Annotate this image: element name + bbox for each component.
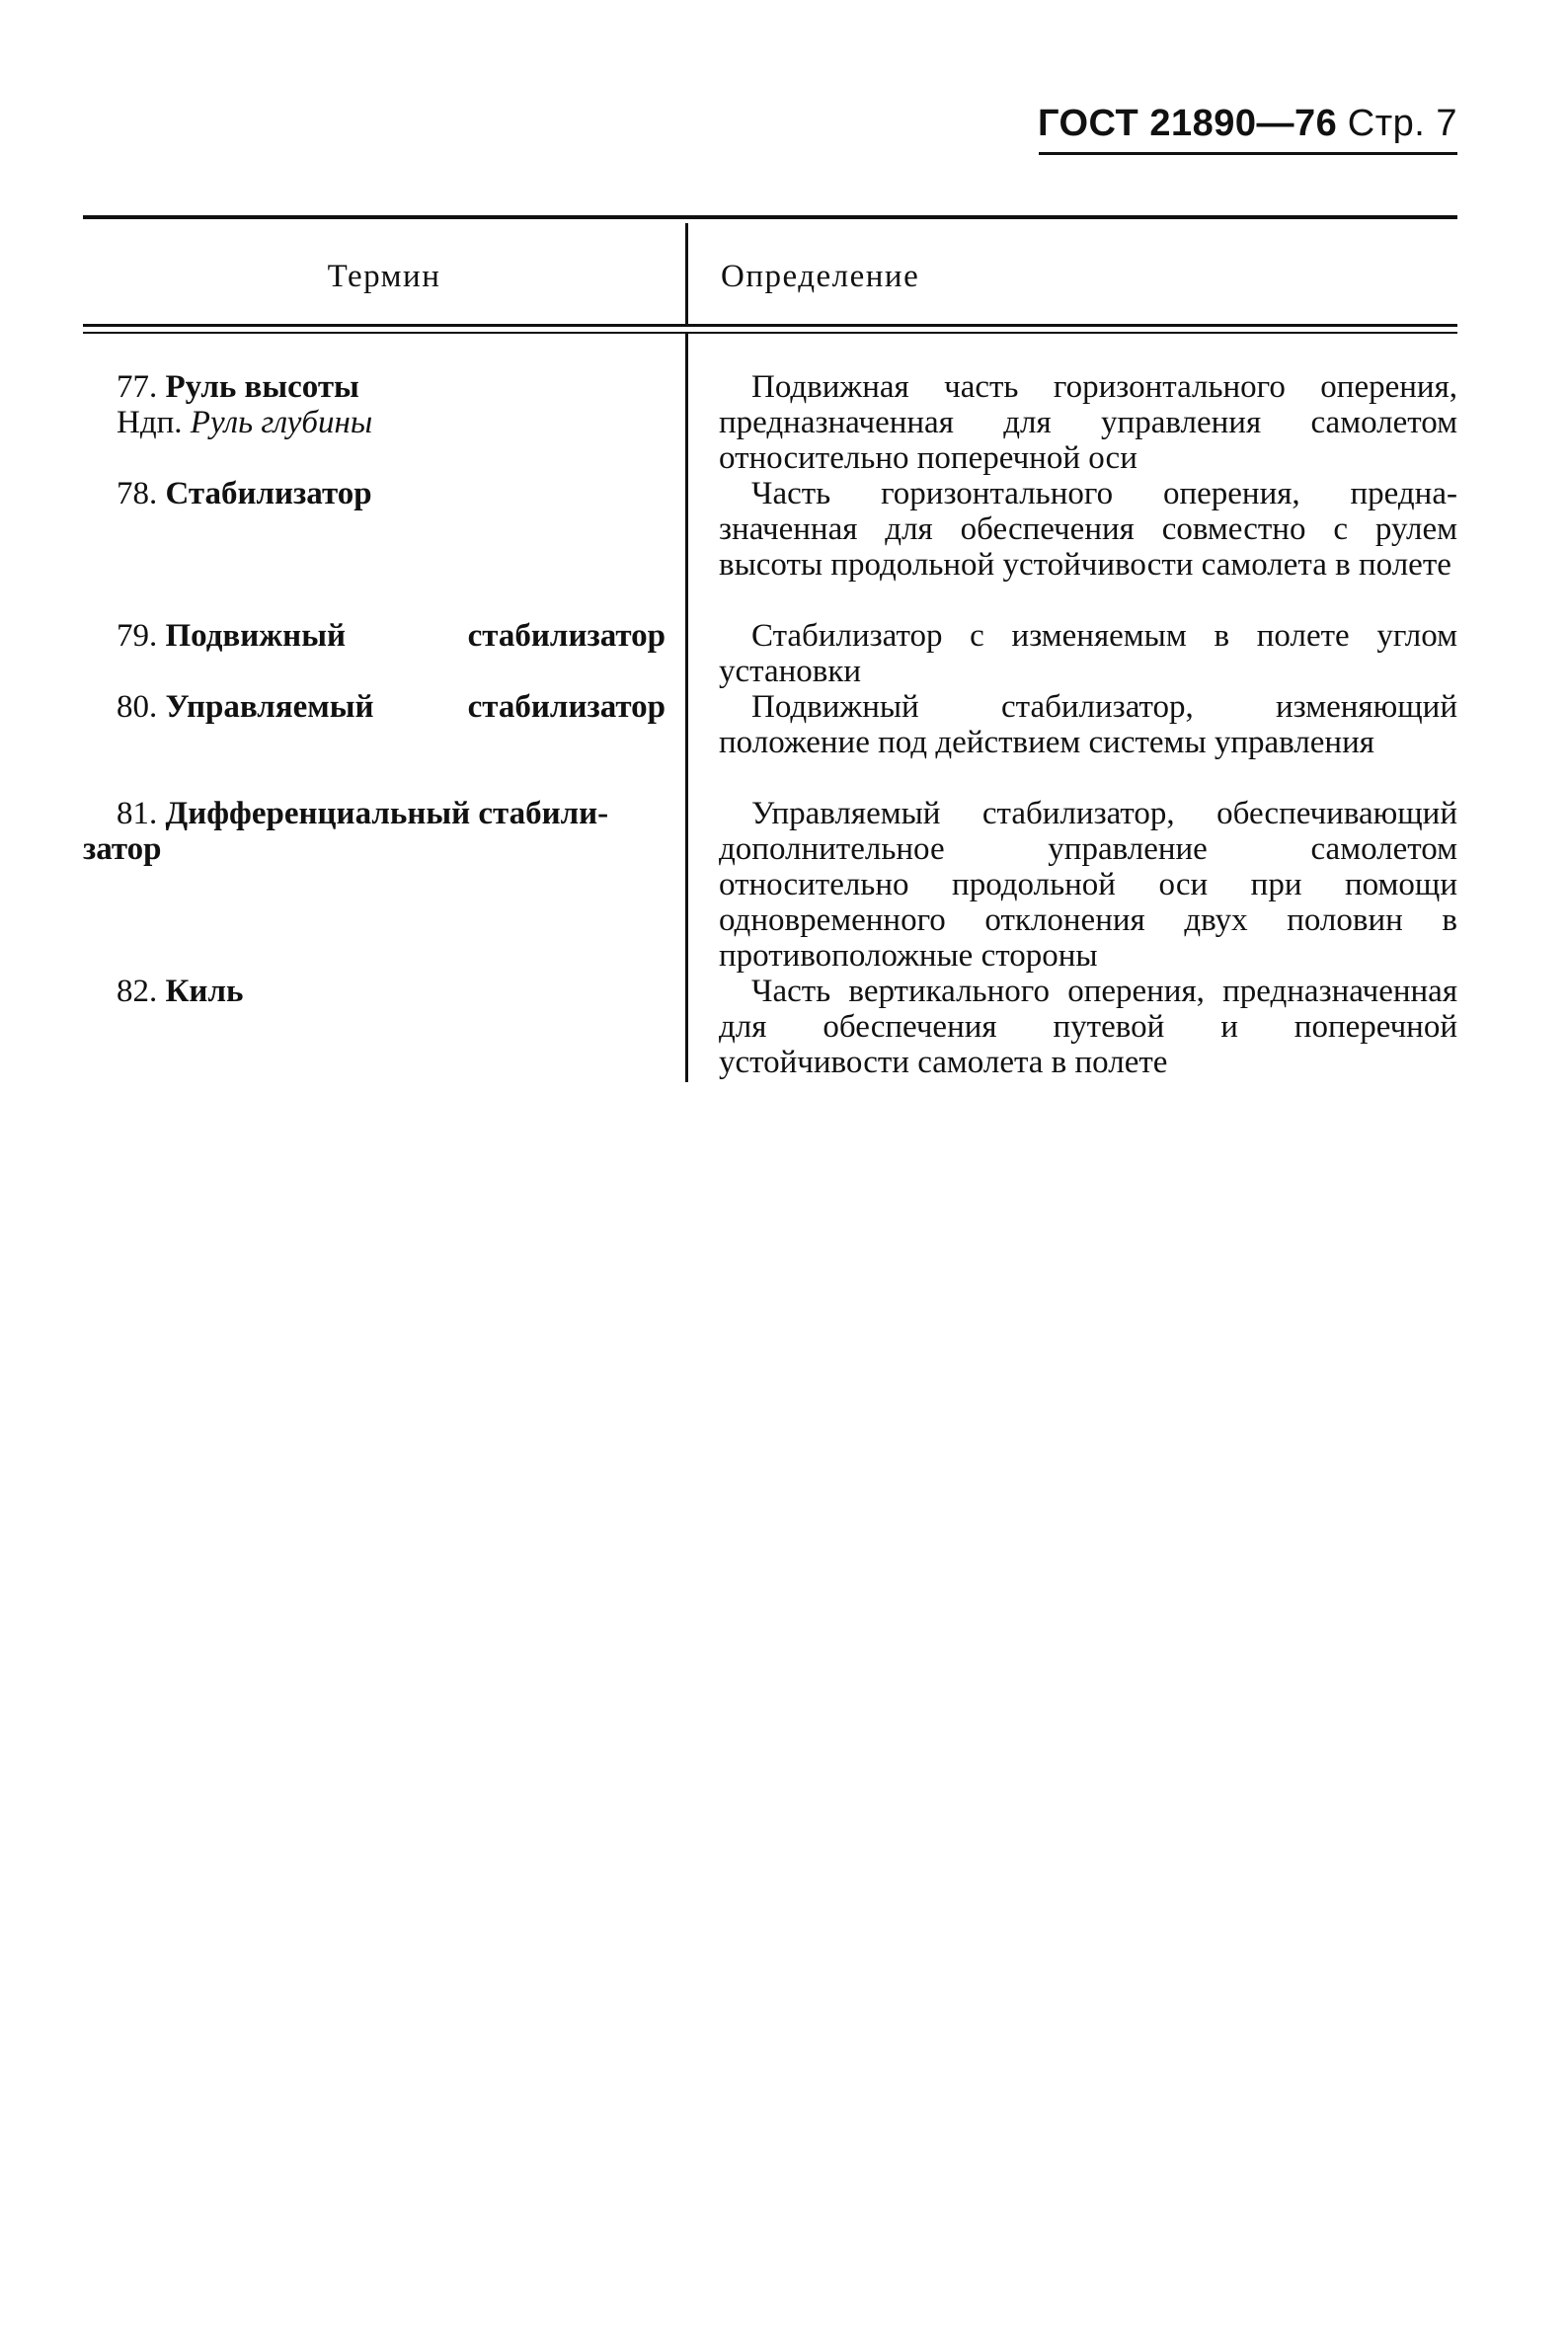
header-bottom-rule-2 bbox=[83, 332, 1457, 334]
definition-80: Подвижный стабилизатор, изменяющий положение под действием системы управления bbox=[719, 689, 1457, 760]
term-80: 80. Управляемый стабилизатор bbox=[117, 689, 666, 725]
body-column-divider bbox=[685, 334, 688, 1082]
term-name-2: стабилизатор bbox=[467, 689, 666, 725]
column-header-definition: Определение bbox=[721, 259, 920, 294]
term-79: 79. Подвижный стабилизатор bbox=[117, 618, 666, 654]
standard-number: ГОСТ 21890—76 bbox=[1037, 103, 1338, 144]
term-name: Дифференциальный стабили- bbox=[165, 796, 609, 831]
header-rule bbox=[1039, 152, 1457, 155]
definition-79: Стабилизатор с изменяемым в полете углом установки bbox=[719, 618, 1457, 689]
table-top-rule bbox=[83, 215, 1457, 219]
column-header-term: Термин bbox=[327, 259, 441, 294]
term-name: Стабилизатор bbox=[165, 476, 372, 511]
term-name-2: стабилизатор bbox=[467, 618, 666, 654]
definition-82: Часть вертикального оперения, предназначенная для обеспечения путевой и поперечной устойчивости самолета в полете bbox=[719, 974, 1457, 1080]
definition-81: Управляемый стабилизатор, обеспечивающий дополнительное управление самолетом относительно продольной оси при помощи одновременного отклонения двух половин в противоположные стороны bbox=[719, 796, 1457, 974]
page-number: Стр. 7 bbox=[1347, 103, 1457, 144]
definition-77: Подвижная часть горизонтального оперения, предназначенная для управления самолетом относительно поперечной оси bbox=[719, 369, 1457, 476]
term-82: 82. Киль bbox=[117, 974, 244, 1009]
running-head bbox=[1038, 99, 1457, 145]
term-name-continued: затор bbox=[83, 831, 162, 867]
term-name: Подвижный bbox=[165, 618, 346, 654]
deprecated-term: Ндп. Руль глубины bbox=[117, 405, 373, 440]
term-name: Киль bbox=[165, 974, 244, 1009]
term-name: Управляемый bbox=[165, 689, 374, 725]
header-bottom-rule bbox=[83, 324, 1457, 327]
term-77: 77. Руль высоты Ндп. Руль глубины bbox=[83, 369, 666, 476]
term-name: Руль высоты bbox=[165, 369, 359, 405]
term-81: 81. Дифференциальный стабили- затор bbox=[83, 796, 609, 867]
term-78: 78. Стабилизатор bbox=[117, 476, 372, 511]
definitions-column bbox=[719, 369, 1457, 1080]
terms-column bbox=[83, 369, 666, 1080]
definition-78: Часть горизонтального оперения, предназначенная для обеспечения совместно с рулем высоты продольной устойчивости самолета в полете bbox=[719, 476, 1457, 583]
